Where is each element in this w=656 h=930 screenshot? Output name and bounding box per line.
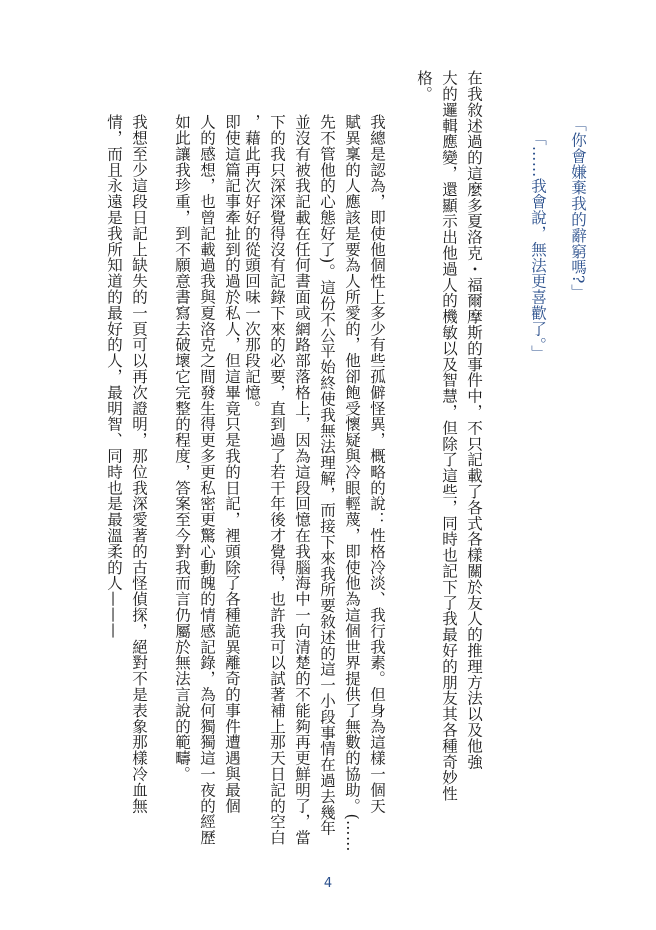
paragraph-line: 在我敘述過的這麼多夏洛克・福爾摩斯的事件中，不只記載了各式各樣關於友人的推理方法以及他強 — [465, 70, 483, 770]
paragraph-line: 格。 — [415, 70, 433, 102]
page-number: 4 — [323, 876, 333, 891]
paragraph-line: 我想至少這段日記上缺失的一頁可以再次證明，那位我深愛著的古怪偵探，絕對不是表象那樣冷血無 — [130, 114, 148, 814]
paragraph-line: 賦異稟的人應該是要為人所愛的，他卻飽受懷疑與冷眼輕蔑，即使他為這個世界提供了無數的協助。(…… — [343, 114, 361, 852]
paragraph-line: 下的我只深深覺得沒有記錄下來的必要，直到過了若干年後才覺得，也許我可以試著補上那天日記的空白 — [268, 114, 286, 846]
paragraph-line: 情，而且永遠是我所知道的最好的人，最明智、同時也是最溫柔的人——— — [105, 114, 123, 639]
paragraph-line: 先不管他的心態好了)。這份不公平始終使我無法理解，而接下來我所要敘述的這一小段事情在過去幾年 — [318, 114, 336, 836]
paragraph-line: 我總是認為，即使他個性上多少有些孤僻怪異，概略的說：性格冷淡、我行我素。但身為這樣一個天 — [368, 114, 386, 814]
paragraph-line: 如此讓我珍重，到不願意書寫去破壞它完整的程度，答案至今對我而言仍屬於無法言說的範疇。 — [173, 114, 191, 782]
paragraph-line: 人的感想，也曾記載過我與夏洛克之間發生得更多更私密更驚心動魄的情感記錄，為何獨獨這一夜的經歷 — [198, 114, 216, 846]
dialogue-line: 「……我會說，無法更喜歡了。」 — [529, 130, 547, 361]
paragraph-line: 即使這篇記事牽扯到的過於私人，但這畢竟只是我的日記，裡頭除了各種詭異離奇的事件遭遇與最個 — [223, 114, 241, 814]
paragraph-line: 大的邏輯應變，還顯示出他過人的機敏以及智慧，但除了這些，同時也記下了我最好的朋友其各種奇妙性 — [440, 70, 458, 802]
dialogue-line: 「你會嫌棄我的辭窮嗎?」 — [569, 116, 587, 300]
paragraph-line: 並沒有被我記載在任何書面或網路部落格上，因為這段回憶在我腦海中一向清楚的不能夠再更鮮明了，當 — [293, 114, 311, 846]
paragraph-line: ，藉此再次好好的從頭回味一次那段記憶。 — [243, 114, 261, 417]
